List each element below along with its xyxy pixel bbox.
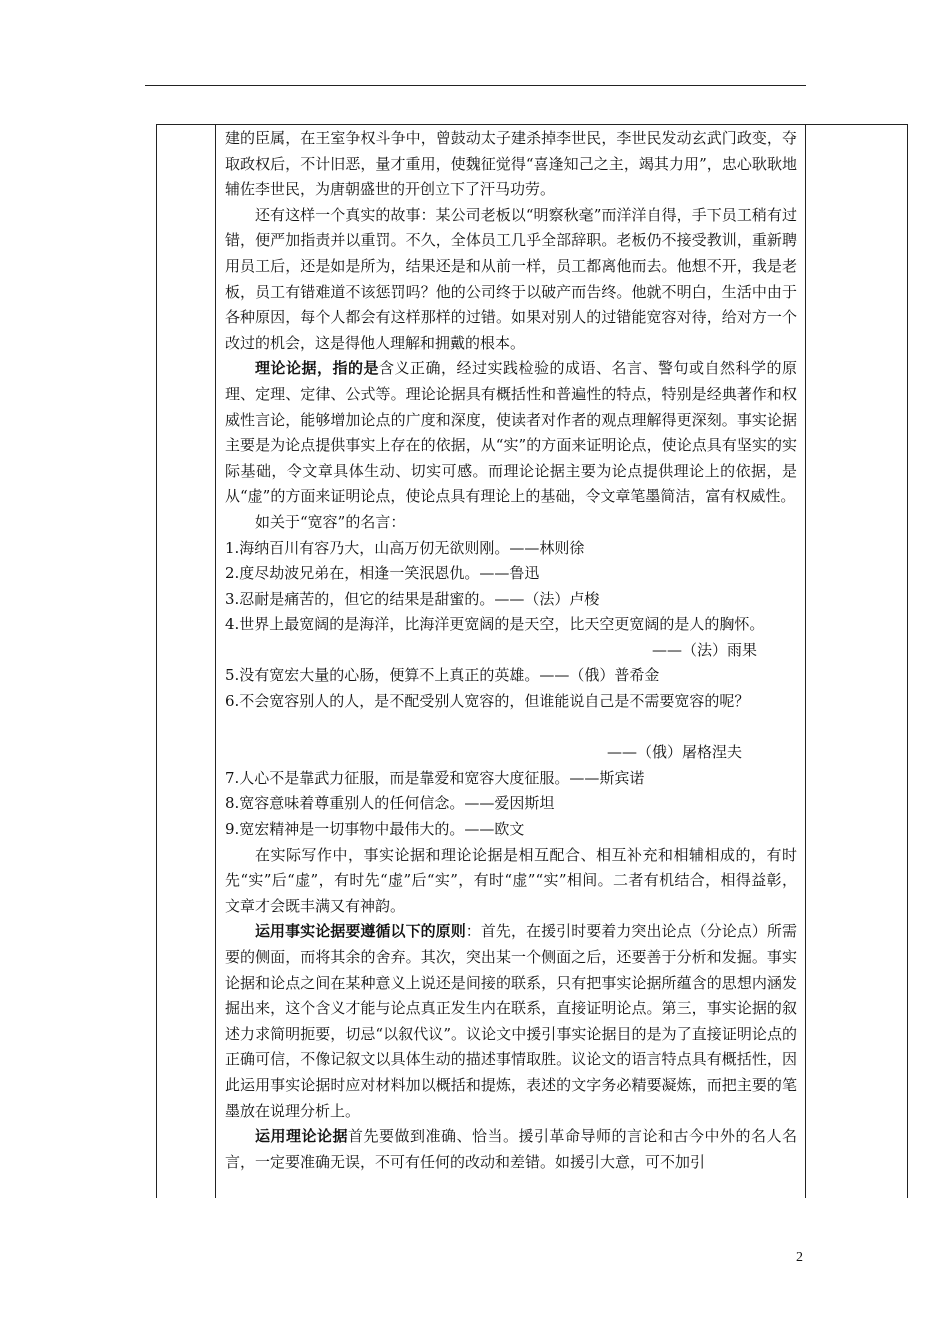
quote-item: 9.宽宏精神是一切事物中最伟大的。——欧文 — [225, 820, 525, 839]
theory-evidence-body: 含义正确，经过实践检验的成语、名言、警句或自然科学的原理、定理、定律、公式等。理论论据具有概括性和普遍性的特点，特别是经典著作和权威性言论，能够增加论点的广度和深度，使读者对作者的观点理解得更深刻。事实论据主要是为论点提供事实上存在的依据，从“实”的方面来证明论点，使论点具有坚实的实际基础，令文章具体生动、切实可感。而理论论据主要为论点提供理论上的依据，是从“虚”的方面来证明论点，使论点具有理论上的基础，令文章笔墨简洁，富有权威性。 — [225, 359, 797, 506]
blank-line — [225, 715, 797, 741]
table-column-divider-left — [215, 124, 216, 1198]
quote-attribution: ——（法）雨果 — [651, 640, 757, 659]
table-column-divider-right — [805, 124, 806, 1198]
fact-principles-body: ：首先，在援引时要着力突出论点（分论点）所需要的侧面，而将其余的舍弃。其次，突出某一个侧面之后，还要善于分析和发掘。事实论据和论点之间在某种意义上说还是间接的联系，只有把事实论据所蕴含的思想内涵发掘出来，这个含义才能与论点真正发生内在联系，直接证明论点。第三，事实论据的叙述力求简明扼要，切忌“以叙代议”。议论文中援引事实论据目的是为了直接证明论点的正确可信，不像记叙文以具体生动的描述事情取胜。议论文的语言特点具有概括性，因此运用事实论据时应对材料加以概括和提炼，表述的文字务必精要凝炼，而把主要的笔墨放在说理分析上。 — [225, 922, 797, 1120]
header-rule — [145, 85, 806, 86]
paragraph-theory-evidence — [225, 356, 797, 510]
quote-attribution: ——（俄）屠格涅夫 — [606, 743, 742, 762]
theory-evidence-heading: 理论论据，指的是 — [255, 359, 379, 378]
quote-item: 4.世界上最宽阔的是海洋，比海洋更宽阔的是天空，比天空更宽阔的是人的胸怀。 — [225, 615, 765, 634]
quote-item: 3.忍耐是痛苦的，但它的结果是甜蜜的。——（法）卢梭 — [225, 589, 600, 608]
quote-item: 2.度尽劫波兄弟在，相逢一笑泯恩仇。——鲁迅 — [225, 564, 540, 583]
paragraph-boss-story: 还有这样一个真实的故事：某公司老板以“明察秋毫”而洋洋自得，手下员工稍有过错，便严加指责并以重罚。不久，全体员工几乎全部辞职。老板仍不接受教训，重新聘用员工后，还是如是所为，结果还是和从前一样，员工都离他而去。他想不开，我是老板，员工有错难道不该惩罚吗？他的公司终于以破产而告终。他就不明白，生活中由于各种原因，每个人都会有这样那样的过错。如果对别人的过错能宽容对待，给对方一个改过的机会，这是得他人理解和拥戴的根本。 — [225, 205, 797, 352]
paragraph-fact-principles — [225, 919, 797, 1124]
quote-item: 5.没有宽宏大量的心肠，便算不上真正的英雄。——（俄）普希金 — [225, 666, 660, 685]
theory-usage-heading: 运用理论论据 — [255, 1127, 348, 1146]
quote-item: 8.宽容意味着尊重别人的任何信念。——爱因斯坦 — [225, 794, 555, 813]
theory-usage-body: 首先要做到准确、恰当。援引革命导师的言论和古今中外的名人名言，一定要准确无误，不可有任何的改动和差错。如援引大意，可不加引 — [225, 1127, 797, 1171]
paragraph-combination: 在实际写作中，事实论据和理论论据是相互配合、相互补充和相辅相成的，有时先“实”后“虚”，有时先“虚”后“实”，有时“虚”“实”相间。二者有机结合，相得益彰，文章才会既丰满又有神韵。 — [225, 845, 797, 915]
page-number: 2 — [796, 1250, 803, 1265]
quote-item: 6.不会宽容别人的人，是不配受别人宽容的，但谁能说自己是不需要宽容的呢？ — [225, 692, 750, 711]
main-content-cell — [225, 126, 797, 1175]
paragraph-theory-usage — [225, 1124, 797, 1175]
quotes-intro: 如关于“宽容”的名言： — [255, 512, 406, 531]
paragraph-weizheng: 建的臣属，在王室争权斗争中，曾鼓动太子建杀掉李世民，李世民发动玄武门政变，夺取政权后，不计旧恶，量才重用，使魏征觉得“喜逢知己之主，竭其力用”，忠心耿耿地辅佐李世民，为唐朝盛世的开创立下了汗马功劳。 — [225, 129, 797, 199]
quote-item: 1.海纳百川有容乃大，山高万仞无欲则刚。——林则徐 — [225, 538, 585, 557]
quote-item: 7.人心不是靠武力征服，而是靠爱和宽容大度征服。——斯宾诺 — [225, 768, 645, 787]
fact-principles-heading: 运用事实论据要遵循以下的原则 — [255, 922, 466, 941]
